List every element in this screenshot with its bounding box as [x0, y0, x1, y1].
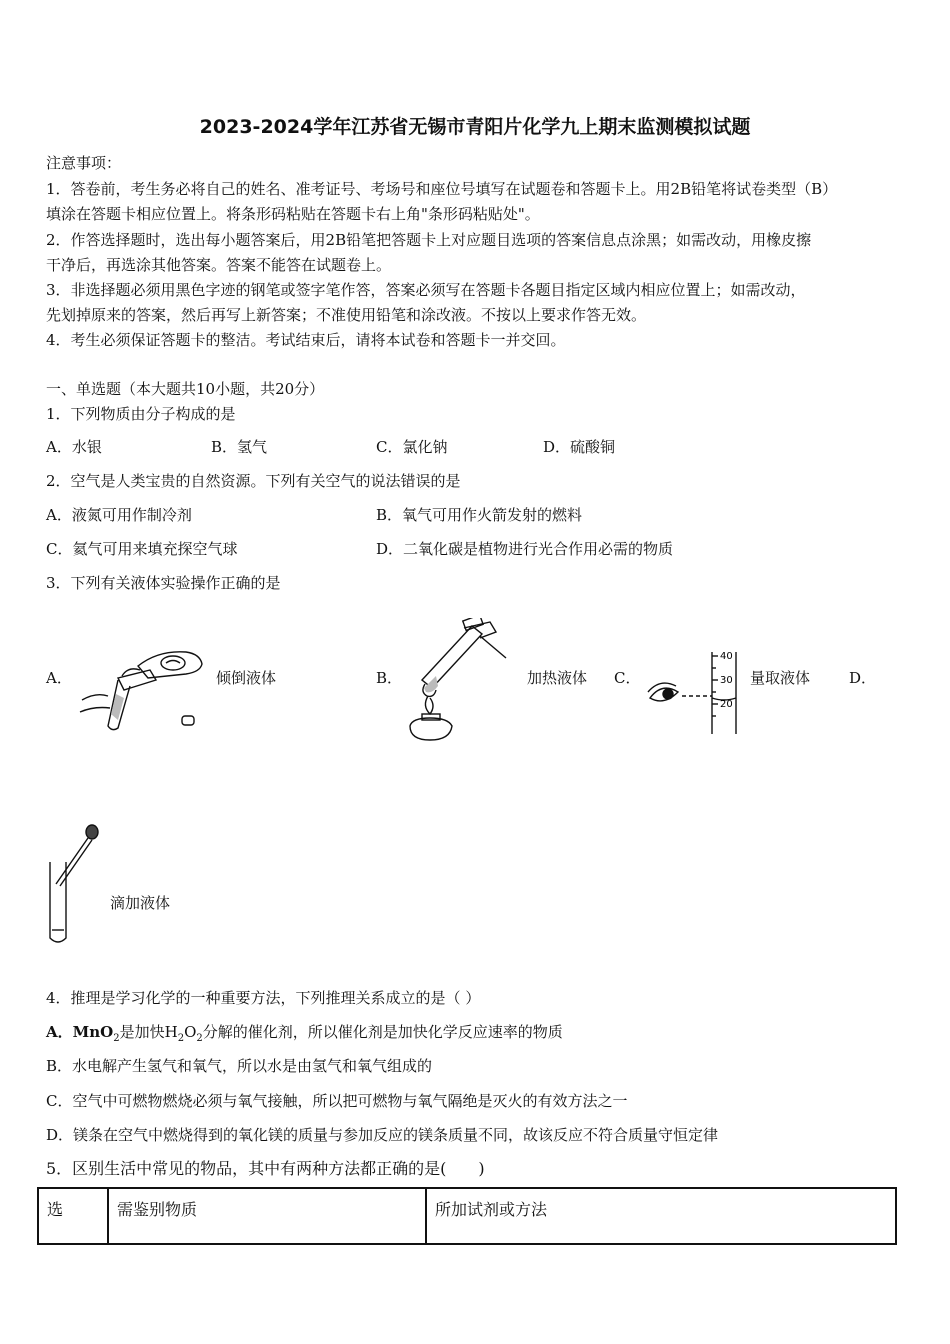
- q4-option-a: A．MnO$_2$是加快$H_2O_2$分解的催化剂，所以催化剂是加快化学反应速率的物质: [46, 1023, 563, 1044]
- cylinder-tick-label: 30: [720, 675, 733, 686]
- q4-stem: 4．推理是学习化学的一种重要方法，下列推理关系成立的是（ ）: [46, 989, 481, 1007]
- q3-option-b-label: 加热液体: [527, 669, 588, 687]
- table-header-cell: 选: [38, 1188, 108, 1244]
- q3-option-a-label: 倾倒液体: [216, 669, 277, 687]
- notes-line: 填涂在答题卡相应位置上。将条形码粘贴在答题卡右上角"条形码粘贴处"。: [46, 205, 540, 223]
- table-header-cell: 所加试剂或方法: [426, 1188, 896, 1244]
- notes-line: 先划掉原来的答案，然后再写上新答案；不准使用铅笔和涂改液。不按以上要求作答无效。: [46, 306, 647, 324]
- table-row: [38, 1188, 896, 1244]
- cylinder-tick-label: 40: [720, 651, 733, 662]
- q3-option-b: B．: [376, 669, 403, 687]
- table-header-cell: 需鉴别物质: [108, 1188, 426, 1244]
- notes-line: 4．考生必须保证答题卡的整洁。考试结束后，请将本试卷和答题卡一并交回。: [46, 331, 566, 349]
- q4-option-b: B．水电解产生氢气和氧气，所以水是由氢气和氧气组成的: [46, 1057, 433, 1075]
- q1-option-a: A．水银: [46, 438, 102, 456]
- q1-option-c: C．氯化钠: [376, 438, 448, 456]
- q1-stem: 1．下列物质由分子构成的是: [46, 405, 236, 423]
- cylinder-tick-label: 20: [720, 699, 733, 710]
- notes-line: 3．非选择题必须用黑色字迹的钢笔或签字笔作答，答案必须写在答题卡各题目指定区域内相应位置上；如需改动，: [46, 281, 806, 299]
- pouring-liquid-figure: [78, 636, 208, 736]
- heating-liquid-figure: [402, 618, 512, 742]
- section-heading: 一、单选题（本大题共10小题，共20分）: [46, 380, 325, 398]
- notes-line: 2．作答选择题时，选出每小题答案后，用2B铅笔把答题卡上对应题目选项的答案信息点涂黑；如需改动，用橡皮擦: [46, 231, 812, 249]
- q5-stem: 5．区别生活中常见的物品，其中有两种方法都正确的是( ): [46, 1159, 485, 1178]
- notes-line: 干净后，再选涂其他答案。答案不能答在试题卷上。: [46, 256, 392, 274]
- q1-option-b: B．氢气: [211, 438, 268, 456]
- q2-option-a: A．液氮可用作制冷剂: [46, 506, 192, 524]
- q5-table: [37, 1187, 897, 1245]
- q2-option-d: D．二氧化碳是植物进行光合作用必需的物质: [376, 540, 674, 558]
- q3-option-c-label: 量取液体: [750, 669, 811, 687]
- notes-line: 1．答卷前，考生务必将自己的姓名、准考证号、考场号和座位号填写在试题卷和答题卡上。用2B铅笔将试卷类型（B）: [46, 180, 838, 198]
- q4-option-d: D．镁条在空气中燃烧得到的氧化镁的质量与参加反应的镁条质量不同，故该反应不符合质量守恒定律: [46, 1126, 719, 1144]
- q3-option-d-label: 滴加液体: [110, 894, 171, 912]
- q2-stem: 2．空气是人类宝贵的自然资源。下列有关空气的说法错误的是: [46, 472, 461, 490]
- dropper-test-tube-figure: [44, 822, 104, 948]
- notes-heading: 注意事项：: [46, 154, 122, 172]
- q3-stem: 3．下列有关液体实验操作正确的是: [46, 574, 281, 592]
- q3-option-d: D．: [849, 669, 877, 687]
- q2-option-c: C．氦气可用来填充探空气球: [46, 540, 238, 558]
- q1-option-d: D．硫酸铜: [543, 438, 616, 456]
- q3-option-c: C．: [614, 669, 641, 687]
- page-title: 2023-2024学年江苏省无锡市青阳片化学九上期末监测模拟试题: [199, 116, 751, 138]
- q2-option-b: B．氧气可用作火箭发射的燃料: [376, 506, 583, 524]
- measuring-cylinder-figure: [646, 648, 746, 736]
- q4-option-c: C．空气中可燃物燃烧必须与氧气接触，所以把可燃物与氧气隔绝是灭火的有效方法之一: [46, 1092, 628, 1110]
- q3-option-a: A．: [46, 669, 72, 687]
